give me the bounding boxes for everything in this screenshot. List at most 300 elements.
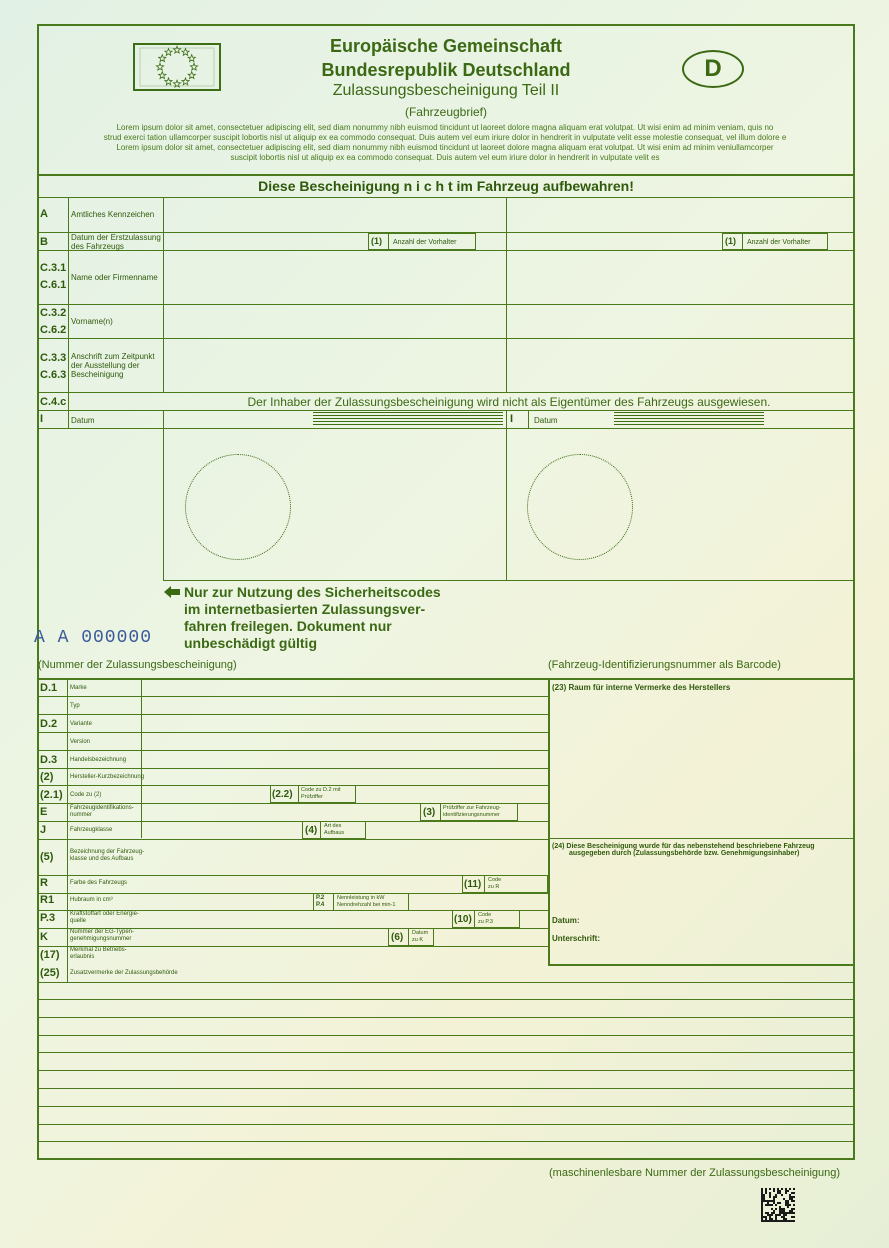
code-c61: C.6.1 [40, 279, 67, 291]
header-title-3: Zulassungsbescheinigung Teil II [332, 82, 560, 99]
code-4: (4) [305, 825, 318, 836]
datamatrix-cell [765, 1218, 767, 1220]
divider [37, 696, 548, 697]
datamatrix-cell [789, 1210, 791, 1212]
datamatrix-cell [783, 1210, 785, 1212]
datamatrix-cell [785, 1200, 787, 1202]
datamatrix-cell [785, 1212, 787, 1214]
label-p4: Nenndrehzahl bei min-1 [337, 902, 396, 908]
datamatrix-cell [761, 1216, 763, 1218]
label-vorname: Vorname(n) [71, 317, 113, 326]
divider [37, 678, 855, 680]
label-fzkl: Fahrzeugklasse [70, 827, 113, 833]
datamatrix-cell [767, 1202, 769, 1204]
remark-line [37, 1052, 855, 1053]
datamatrix-cell [761, 1190, 763, 1192]
star-icon [190, 63, 197, 70]
star-icon [165, 78, 172, 85]
code-c62: C.6.2 [40, 324, 67, 336]
divider [37, 392, 855, 393]
datum-label: Datum: [552, 916, 580, 925]
divider [37, 304, 855, 305]
divider [408, 928, 409, 946]
datamatrix-cell [775, 1194, 777, 1196]
prev-owners-label-1: Anzahl der Vorhalter [393, 239, 457, 246]
label-17a: Merkmal zu Betriebs- [70, 947, 127, 953]
datamatrix-cell [767, 1220, 769, 1222]
security-stripes-left [313, 412, 503, 426]
label-farbe: Farbe des Fahrzeugs [70, 880, 128, 886]
remark-line [37, 1035, 855, 1036]
divider [37, 839, 548, 840]
owner-note: Der Inhaber der Zulassungsbescheinigung wird nicht als Eigentümer des Fahrzeugs ausgewiesen. [247, 395, 771, 409]
divider [484, 875, 485, 893]
datamatrix-cell [793, 1196, 795, 1198]
datamatrix-cell [763, 1220, 765, 1222]
code-2-2: (2.2) [272, 789, 293, 800]
serial-number: A A 000000 [34, 628, 153, 648]
datamatrix-cell [783, 1214, 785, 1216]
divider [333, 893, 334, 911]
divider [37, 428, 855, 429]
star-icon [165, 48, 172, 55]
datamatrix-cell [767, 1204, 769, 1206]
label-17b: erlaubnis [70, 954, 95, 960]
label-name: Name oder Firmenname [71, 273, 158, 282]
datamatrix-cell [761, 1212, 763, 1214]
datamatrix-cell [791, 1210, 793, 1212]
datamatrix-cell [773, 1188, 775, 1190]
datamatrix-cell [761, 1218, 763, 1220]
header-24a: (24) Diese Bescheinigung wurde für das nebenstehend beschriebene Fahrzeug [552, 843, 815, 850]
datamatrix-cell [777, 1190, 779, 1192]
datamatrix-cell [761, 1208, 763, 1210]
datamatrix-cell [767, 1212, 769, 1214]
star-icon [182, 78, 189, 85]
datamatrix-cell [765, 1220, 767, 1222]
divider [320, 821, 321, 839]
datamatrix-cell [769, 1204, 771, 1206]
prev-owners-label-2: Anzahl der Vorhalter [747, 239, 811, 246]
divider [37, 714, 67, 715]
datamatrix-cell [761, 1200, 763, 1202]
divider [37, 750, 67, 751]
label-p3b: quelle [70, 918, 87, 924]
code-j: J [40, 824, 47, 836]
datamatrix-cell [781, 1208, 783, 1210]
lorem-line-4: suscipit lobortis nisl ut aliquip ex ea commodo consequat. Duis autem vel eum iriure dolor in hendrerit in vulputate velit es [230, 153, 660, 162]
datamatrix-cell [769, 1214, 771, 1216]
label-marke: Marke [70, 685, 87, 691]
datamatrix-cell [787, 1212, 789, 1214]
security-note [184, 584, 441, 652]
datamatrix-cell [773, 1212, 775, 1214]
header-title-4: (Fahrzeugbrief) [404, 105, 488, 119]
header-title-1: Europäische Gemeinschaft [329, 36, 563, 56]
datamatrix-cell [781, 1210, 783, 1212]
remark-line [37, 1070, 855, 1071]
vin-barcode-label: (Fahrzeug-Identifizierungsnummer als Barcode) [548, 659, 781, 671]
star-icon [156, 63, 163, 70]
datamatrix-cell [771, 1212, 773, 1214]
datamatrix-cell [771, 1218, 773, 1220]
datamatrix-cell [761, 1220, 763, 1222]
datamatrix-cell [775, 1196, 777, 1198]
datamatrix-cell [787, 1202, 789, 1204]
datamatrix-cell [761, 1210, 763, 1212]
datamatrix-cell [761, 1188, 763, 1190]
datamatrix-cell [777, 1220, 779, 1222]
divider [440, 803, 441, 821]
label-11b: zu R [488, 884, 500, 890]
datamatrix-cell [785, 1220, 787, 1222]
label-3a: Prüfziffer zur Fahrzeug- [443, 805, 501, 811]
datamatrix-cell [769, 1220, 771, 1222]
datamatrix-cell [779, 1202, 781, 1204]
datamatrix-cell [777, 1214, 779, 1216]
code-i-right: I [510, 413, 514, 425]
datamatrix-cell [769, 1194, 771, 1196]
datamatrix-cell [781, 1216, 783, 1218]
datamatrix-cell [761, 1214, 763, 1216]
code-p2: P.2 [316, 895, 325, 901]
eu-flag-icon [133, 43, 221, 91]
header-24b: ausgegeben durch (Zulassungsbehörde bzw. Genehmigungsinhaber) [569, 850, 800, 857]
star-icon [159, 55, 166, 62]
label-11a: Code [488, 877, 502, 883]
divider [37, 732, 67, 733]
datamatrix-cell [763, 1216, 765, 1218]
label-anschrift: Anschrift zum Zeitpunkt der Ausstellung der Bescheinigung [71, 352, 155, 379]
datamatrix-cell [793, 1220, 795, 1222]
datamatrix-cell [775, 1204, 777, 1206]
datamatrix-cell [767, 1200, 769, 1202]
code-p4: P.4 [316, 902, 325, 908]
datamatrix-cell [791, 1200, 793, 1202]
label-b: Datum der Erstzulassung des Fahrzeugs [71, 233, 161, 251]
divider [37, 750, 548, 751]
datamatrix-cell [785, 1202, 787, 1204]
datamatrix-cell [763, 1200, 765, 1202]
datamatrix-cell [773, 1220, 775, 1222]
remark-line [37, 1106, 855, 1107]
datamatrix-cell [763, 1194, 765, 1196]
arrow-left-icon [164, 586, 180, 598]
star-icon [173, 46, 180, 53]
datamatrix-cell [791, 1198, 793, 1200]
divider [37, 893, 548, 894]
datamatrix-cell [777, 1202, 779, 1204]
datamatrix-cell [785, 1218, 787, 1220]
divider [388, 233, 389, 250]
label-5a: Bezeichnung der Fahrzeug- [70, 849, 145, 855]
divider [506, 197, 507, 392]
label-6b: zu K [412, 937, 424, 943]
label-10a: Code [478, 912, 492, 918]
divider [506, 410, 507, 580]
datamatrix-cell [773, 1200, 775, 1202]
datamatrix-cell [763, 1198, 765, 1200]
label-p2: Nennleistung in kW [337, 895, 385, 901]
datamatrix-cell [785, 1188, 787, 1190]
lorem-line-1: Lorem ipsum dolor sit amet, consectetuer adipiscing elit, sed diam nonummy nibh euismod tincidunt ut laoreet dolore magna aliquam erat volutpat. Ut wisi enim ad minim veniam, quis no [116, 123, 774, 132]
datamatrix-cell [781, 1194, 783, 1196]
lorem-line-2: strud exerci tation ullamcorper suscipit lobortis nisl ut aliquip ex ea commodo consequat. Duis autem vel eum iriure dolor in hendrerit in vulputate velit esse molestie consequat, vel illum dolore e [103, 133, 787, 142]
label-3b: identifizierungsnummer [443, 812, 500, 818]
label-a: Amtliches Kennzeichen [71, 210, 155, 219]
remark-line [37, 1141, 855, 1142]
security-line-2: im internetbasierten Zulassungsver- [184, 601, 426, 617]
datamatrix-cell [761, 1196, 763, 1198]
label-10b: zu P.3 [478, 919, 493, 925]
datamatrix-cell [793, 1188, 795, 1190]
code-c33: C.3.3 [40, 352, 67, 364]
code-c32: C.3.2 [40, 307, 67, 319]
divider [298, 785, 299, 803]
datamatrix-cell [783, 1208, 785, 1210]
datamatrix-cell [791, 1196, 793, 1198]
datamatrix-cell [769, 1216, 771, 1218]
datamatrix-cell [769, 1196, 771, 1198]
code-d1: D.1 [40, 682, 58, 694]
datamatrix-cell [779, 1190, 781, 1192]
datamatrix-cell [769, 1192, 771, 1194]
code-2-1: (2.1) [40, 789, 63, 801]
datamatrix-cell [773, 1190, 775, 1192]
code-c63: C.6.3 [40, 369, 67, 381]
security-line-1: Nur zur Nutzung des Sicherheitscodes [184, 584, 441, 600]
code-3: (3) [423, 807, 436, 818]
datamatrix-cell [787, 1220, 789, 1222]
datamatrix-cell [771, 1214, 773, 1216]
datamatrix-cell [783, 1212, 785, 1214]
divider [67, 678, 68, 982]
remark-line [37, 1124, 855, 1125]
star-icon [188, 55, 195, 62]
datamatrix-cell [783, 1198, 785, 1200]
datamatrix-cell [781, 1212, 783, 1214]
datamatrix-cell [789, 1188, 791, 1190]
datamatrix-cell [787, 1200, 789, 1202]
datamatrix-cell [785, 1204, 787, 1206]
label-kb: genehmigungsnummer [70, 936, 132, 942]
datamatrix-cell [777, 1188, 779, 1190]
label-hubraum: Hubraum in cm³ [70, 897, 113, 903]
code-11: (11) [464, 879, 482, 890]
datamatrix-cell [779, 1206, 781, 1208]
datamatrix-cell [789, 1198, 791, 1200]
divider [548, 678, 550, 964]
code-r: R [40, 877, 48, 889]
label-datum-left: Datum [71, 416, 95, 425]
datamatrix-cell [785, 1214, 787, 1216]
label-datum-right: Datum [534, 416, 558, 425]
code-1-left: (1) [371, 236, 382, 246]
datamatrix-cell [765, 1200, 767, 1202]
label-version: Version [70, 739, 91, 745]
datamatrix-cell [773, 1210, 775, 1212]
seal-circle-left [185, 454, 291, 560]
divider [163, 197, 164, 392]
security-line-3: fahren freilegen. Dokument nur [184, 618, 392, 634]
label-4a: Art des [324, 823, 342, 829]
divider [37, 714, 548, 715]
datamatrix-cell [773, 1198, 775, 1200]
divider [37, 732, 548, 733]
label-2-2a: Code zu D.2 mit [301, 787, 341, 793]
code-1-right: (1) [725, 236, 736, 246]
label-6a: Datum [412, 930, 429, 936]
number-label: (Nummer der Zulassungsbescheinigung) [38, 659, 237, 671]
divider [742, 233, 743, 250]
label-hersteller: Hersteller-Kurzbezeichnung [70, 774, 145, 780]
code-c4c: C.4.c [40, 396, 67, 408]
code-17: (17) [40, 949, 60, 961]
divider [528, 410, 529, 428]
datamatrix-cell [765, 1192, 767, 1194]
divider [37, 410, 855, 411]
datamatrix-cell [793, 1192, 795, 1194]
datamatrix-cell [763, 1196, 765, 1198]
datamatrix-cell [775, 1218, 777, 1220]
datamatrix-cell [781, 1220, 783, 1222]
datamatrix-cell [761, 1206, 763, 1208]
code-p3: P.3 [40, 912, 56, 924]
divider [163, 580, 855, 581]
datamatrix-cell [775, 1216, 777, 1218]
datamatrix-cell [789, 1212, 791, 1214]
label-typ: Typ [70, 703, 80, 709]
divider [141, 678, 142, 838]
datamatrix-cell [779, 1208, 781, 1210]
remark-line [37, 1088, 855, 1089]
datamatrix-cell [785, 1190, 787, 1192]
code-c31: C.3.1 [40, 262, 67, 274]
remark-line [37, 982, 855, 983]
header-title-2: Bundesrepublik Deutschland [321, 60, 571, 80]
label-fin-a: Fahrzeugidentifikations- [70, 805, 134, 811]
datamatrix-cell [761, 1202, 763, 1204]
datamatrix-cell [765, 1216, 767, 1218]
datamatrix-cell [771, 1200, 773, 1202]
code-a: A [40, 208, 48, 220]
remark-line [37, 1017, 855, 1018]
datamatrix-cell [771, 1220, 773, 1222]
datamatrix-cell [767, 1214, 769, 1216]
header-lorem [45, 123, 845, 163]
datamatrix-cell [789, 1204, 791, 1206]
unterschrift-label: Unterschrift: [552, 934, 601, 943]
code-6: (6) [391, 932, 404, 943]
code-d2: D.2 [40, 718, 58, 730]
label-variante: Variante [70, 721, 92, 727]
star-icon [159, 72, 166, 79]
seal-circle-right [527, 454, 633, 560]
divider [548, 838, 855, 839]
datamatrix-cell [775, 1214, 777, 1216]
datamatrix-cell [771, 1208, 773, 1210]
datamatrix-cell [783, 1220, 785, 1222]
label-handel: Handelsbezeichnung [70, 757, 127, 763]
footer-label: (maschinenlesbare Nummer der Zulassungsbescheinigung) [549, 1167, 841, 1179]
datamatrix-cell [773, 1202, 775, 1204]
datamatrix-cell [787, 1206, 789, 1208]
datamatrix-cell [769, 1200, 771, 1202]
divider [37, 197, 855, 198]
label-5b: klasse und des Aufbaus [70, 856, 134, 862]
security-line-4: unbeschädigt gültig [184, 635, 317, 651]
datamatrix-cell [777, 1192, 779, 1194]
divider [548, 964, 855, 966]
datamatrix-code [761, 1188, 795, 1222]
header-23: (23) Raum für interne Vermerke des Herstellers [552, 683, 731, 692]
datamatrix-cell [791, 1208, 793, 1210]
datamatrix-cell [771, 1204, 773, 1206]
datamatrix-cell [779, 1192, 781, 1194]
label-25: Zusatzvermerke der Zulassungsbehörde [70, 970, 178, 976]
divider [474, 910, 475, 928]
label-2-2b: Prüfziffer [301, 794, 323, 800]
datamatrix-cell [775, 1208, 777, 1210]
datamatrix-cell [765, 1190, 767, 1192]
datamatrix-cell [761, 1194, 763, 1196]
datamatrix-cell [787, 1190, 789, 1192]
star-icon [188, 72, 195, 79]
datamatrix-cell [769, 1218, 771, 1220]
datamatrix-cell [769, 1188, 771, 1190]
datamatrix-cell [775, 1220, 777, 1222]
datamatrix-cell [787, 1204, 789, 1206]
datamatrix-cell [779, 1214, 781, 1216]
code-2: (2) [40, 771, 54, 783]
divider [37, 821, 548, 822]
remark-line [37, 999, 855, 1000]
code-5: (5) [40, 851, 54, 863]
divider [37, 768, 548, 769]
datamatrix-cell [791, 1212, 793, 1214]
divider [163, 410, 164, 580]
datamatrix-cell [791, 1216, 793, 1218]
datamatrix-cell [761, 1204, 763, 1206]
datamatrix-cell [789, 1196, 791, 1198]
datamatrix-cell [761, 1198, 763, 1200]
datamatrix-cell [779, 1210, 781, 1212]
divider [37, 338, 855, 339]
datamatrix-cell [765, 1204, 767, 1206]
datamatrix-cell [765, 1188, 767, 1190]
code-k: K [40, 931, 48, 943]
datamatrix-cell [791, 1220, 793, 1222]
code-10: (10) [454, 914, 472, 925]
datamatrix-cell [783, 1218, 785, 1220]
label-code2: Code zu (2) [70, 792, 102, 798]
datamatrix-cell [793, 1208, 795, 1210]
code-25: (25) [40, 967, 60, 979]
datamatrix-cell [773, 1196, 775, 1198]
code-i-left: I [40, 413, 44, 425]
datamatrix-cell [793, 1216, 795, 1218]
datamatrix-cell [765, 1212, 767, 1214]
datamatrix-cell [793, 1204, 795, 1206]
datamatrix-cell [793, 1200, 795, 1202]
label-fin-b: nummer [70, 812, 93, 818]
code-d3: D.3 [40, 754, 58, 766]
country-badge: D [682, 50, 744, 88]
datamatrix-cell [789, 1220, 791, 1222]
code-b: B [40, 236, 48, 248]
security-stripes-right [614, 412, 764, 426]
datamatrix-cell [779, 1212, 781, 1214]
